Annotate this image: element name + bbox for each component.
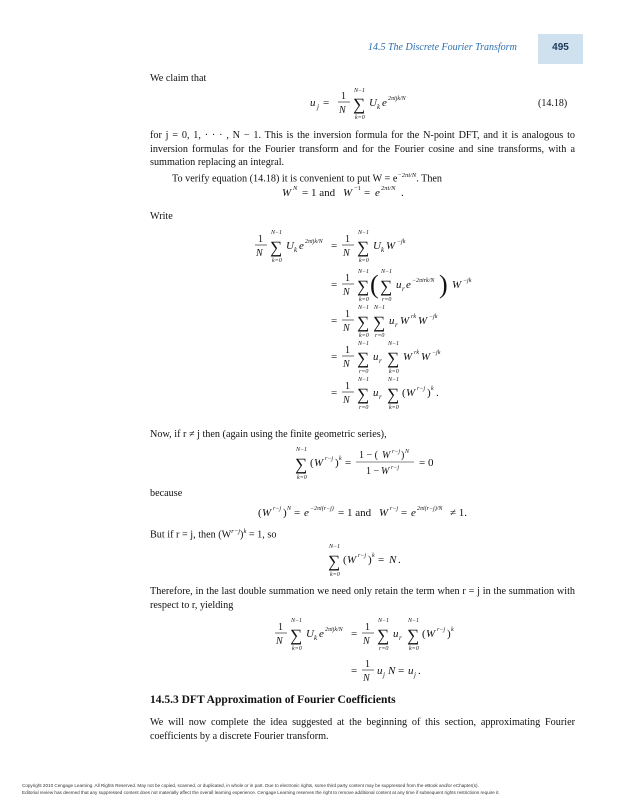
svg-text:W: W xyxy=(400,315,410,327)
svg-text:u: u xyxy=(396,279,402,291)
derivation-line-1 xyxy=(255,230,406,264)
copyright-footer-line-2: Editorial review has deemed that any suppressed content does not materially affect the overall learning experience. Cengage Learning reserves the right to remove additional content at any time if subsequent rights restrictions require it. xyxy=(22,790,500,795)
svg-text:r−j: r−j xyxy=(325,456,334,462)
running-header-title: 14.5 The Discrete Fourier Transform xyxy=(368,42,517,53)
svg-text:.: . xyxy=(398,554,401,566)
svg-text:=: = xyxy=(351,628,358,640)
svg-text:r=0: r=0 xyxy=(375,333,385,339)
svg-text:N: N xyxy=(389,554,397,566)
paragraph-because: because xyxy=(150,488,183,499)
svg-text:∑: ∑ xyxy=(373,313,386,332)
page-number: 495 xyxy=(552,42,569,53)
svg-text:r: r xyxy=(399,634,402,642)
svg-text:2πijk/N: 2πijk/N xyxy=(325,627,343,633)
svg-text:N: N xyxy=(343,287,350,298)
svg-text:u: u xyxy=(377,665,383,677)
svg-text:W: W xyxy=(382,450,391,461)
equation-derivation xyxy=(255,226,495,425)
svg-text:): ) xyxy=(335,457,339,469)
svg-text:−1: −1 xyxy=(354,185,361,192)
svg-text:1: 1 xyxy=(278,622,283,633)
svg-text:=: = xyxy=(351,665,358,677)
svg-text:−2πirk/N: −2πirk/N xyxy=(412,278,435,284)
svg-text:=: = xyxy=(331,240,338,252)
equation-number: (14.18) xyxy=(538,98,568,109)
svg-text:e: e xyxy=(319,628,324,640)
svg-text:r−j: r−j xyxy=(417,386,426,392)
svg-text:u: u xyxy=(389,315,395,327)
svg-text:∑: ∑ xyxy=(357,385,370,404)
svg-text:e: e xyxy=(304,507,309,519)
svg-text:N: N xyxy=(343,395,350,406)
svg-text:=: = xyxy=(294,507,301,519)
svg-text:k=0: k=0 xyxy=(389,405,399,411)
svg-text:k: k xyxy=(377,103,381,111)
svg-text:W: W xyxy=(406,387,416,399)
svg-text:k: k xyxy=(431,386,434,392)
svg-text:k: k xyxy=(294,246,298,254)
svg-text:): ) xyxy=(368,554,372,566)
svg-text:r=0: r=0 xyxy=(382,297,392,303)
svg-text:N−1: N−1 xyxy=(388,341,400,347)
paragraph-claim: We claim that xyxy=(150,73,207,84)
svg-text:N−1: N−1 xyxy=(291,618,303,624)
svg-text:u: u xyxy=(408,665,414,677)
svg-text:∑: ∑ xyxy=(328,552,341,571)
svg-text:u: u xyxy=(373,387,379,399)
svg-text:W: W xyxy=(314,457,324,469)
svg-text:∑: ∑ xyxy=(357,238,370,257)
svg-text:2πi/N: 2πi/N xyxy=(381,185,396,192)
paragraph-therefore: Therefore, in the last double summation we need only retain the term when r = j in the summation with respect to r, yielding xyxy=(150,586,575,611)
derivation-line-5 xyxy=(331,377,439,411)
svg-text:.: . xyxy=(418,665,421,677)
svg-text:k: k xyxy=(339,456,342,462)
svg-text:k: k xyxy=(381,246,385,254)
svg-text:r−j: r−j xyxy=(392,449,401,455)
svg-text:k=0: k=0 xyxy=(272,258,282,264)
svg-text:= 1 and: = 1 and xyxy=(302,187,336,199)
svg-text:U: U xyxy=(373,240,381,252)
svg-text:N−1: N−1 xyxy=(358,230,370,236)
svg-text:N−1: N−1 xyxy=(388,377,400,383)
svg-text:k=0: k=0 xyxy=(389,369,399,375)
svg-text:−jk: −jk xyxy=(429,314,438,320)
svg-text:W: W xyxy=(386,240,396,252)
paragraph-final: We will now complete the idea suggested at the beginning of this section, approximating Fourier coefficients by a discrete Fourier transform. xyxy=(150,717,575,742)
svg-text:.: . xyxy=(401,187,404,199)
svg-text:N−1: N−1 xyxy=(381,269,393,275)
paragraph-now: Now, if r ≠ j then (again using the finite geometric series), xyxy=(150,429,387,440)
svg-text:=: = xyxy=(331,279,338,291)
svg-text:): ) xyxy=(401,450,405,461)
svg-text:N−1: N−1 xyxy=(358,341,370,347)
derivation-line-2 xyxy=(331,269,472,303)
svg-text:N−1: N−1 xyxy=(378,618,390,624)
svg-text:k=0: k=0 xyxy=(330,572,340,578)
svg-text:=: = xyxy=(345,457,352,469)
svg-text:= 0: = 0 xyxy=(419,457,434,469)
but-if-end: = 1, so xyxy=(246,529,277,541)
svg-text:N: N xyxy=(287,506,292,512)
equation-geometric-series xyxy=(293,443,473,490)
svg-text:=: = xyxy=(401,507,408,519)
svg-text:): ) xyxy=(283,507,287,519)
paragraph-but-if: But if r = j, then $(W^{r-j})^k = 1$, so xyxy=(150,528,277,541)
svg-text:1: 1 xyxy=(345,381,350,392)
svg-text:1: 1 xyxy=(341,91,346,102)
running-header xyxy=(0,0,583,64)
svg-text:N−1: N−1 xyxy=(271,230,283,236)
svg-text:W: W xyxy=(282,187,292,199)
equation-sum-equals-n xyxy=(328,540,428,587)
svg-text:U: U xyxy=(369,97,377,109)
svg-text:= 1 and: = 1 and xyxy=(338,507,372,519)
svg-text:k: k xyxy=(372,553,375,559)
svg-text:W: W xyxy=(426,628,436,640)
svg-text:): ) xyxy=(439,270,448,299)
svg-text:2πijk/N: 2πijk/N xyxy=(388,96,406,102)
svg-text:e: e xyxy=(411,507,416,519)
svg-text:−jk: −jk xyxy=(432,350,441,356)
equation-w-identity xyxy=(282,182,442,209)
svg-text:W: W xyxy=(381,466,390,477)
svg-text:N−1: N−1 xyxy=(358,377,370,383)
equation-14-18 xyxy=(310,86,470,129)
verify-then: . Then xyxy=(416,173,443,185)
equation-because xyxy=(258,500,488,527)
svg-text:u: u xyxy=(310,97,316,109)
paragraph-write: Write xyxy=(150,211,173,222)
svg-text:=: = xyxy=(331,315,338,327)
svg-text:k=0: k=0 xyxy=(359,333,369,339)
equation-final xyxy=(275,614,475,693)
svg-text:1: 1 xyxy=(365,659,370,670)
svg-text:N−1: N−1 xyxy=(358,269,370,275)
svg-text:(: ( xyxy=(343,554,347,566)
svg-text:k=0: k=0 xyxy=(409,646,419,652)
svg-text:W: W xyxy=(421,351,431,363)
svg-text:∑: ∑ xyxy=(407,626,420,645)
svg-text:∑: ∑ xyxy=(377,626,390,645)
svg-text:W: W xyxy=(343,187,353,199)
svg-text:N: N xyxy=(343,248,350,259)
svg-text:U: U xyxy=(286,240,294,252)
svg-text:N: N xyxy=(293,185,298,192)
svg-text:N: N xyxy=(388,665,396,677)
svg-text:∑: ∑ xyxy=(357,349,370,368)
svg-text:∑: ∑ xyxy=(357,313,370,332)
svg-text:=: = xyxy=(331,387,338,399)
svg-text:j: j xyxy=(414,671,416,679)
svg-text:W: W xyxy=(418,315,428,327)
svg-text:e: e xyxy=(382,97,387,109)
svg-text:e: e xyxy=(406,279,411,291)
svg-text:(: ( xyxy=(422,628,426,640)
svg-text:(: ( xyxy=(310,457,314,469)
derivation-line-3 xyxy=(331,305,438,339)
svg-text:u: u xyxy=(373,351,379,363)
svg-text:j: j xyxy=(317,103,319,111)
svg-text:N−1: N−1 xyxy=(408,618,420,624)
svg-text:=: = xyxy=(398,665,405,677)
svg-text:N: N xyxy=(343,323,350,334)
svg-text:W: W xyxy=(403,351,413,363)
svg-text:e: e xyxy=(299,240,304,252)
svg-text:k: k xyxy=(451,627,454,633)
svg-text:k=0: k=0 xyxy=(359,297,369,303)
svg-text:∑: ∑ xyxy=(380,277,393,296)
svg-text:−2πi(r−j): −2πi(r−j) xyxy=(310,506,334,512)
svg-text:2πi(r−j)/N: 2πi(r−j)/N xyxy=(417,506,443,512)
svg-text:∑: ∑ xyxy=(290,626,303,645)
svg-text:rk: rk xyxy=(414,350,419,356)
svg-text:W: W xyxy=(262,507,272,519)
section-heading: 14.5.3 DFT Approximation of Fourier Coefficients xyxy=(150,694,396,706)
svg-text:W: W xyxy=(347,554,357,566)
svg-text:k=0: k=0 xyxy=(359,258,369,264)
svg-text:k=0: k=0 xyxy=(355,115,365,121)
svg-text:N: N xyxy=(405,449,410,455)
svg-text:1: 1 xyxy=(345,273,350,284)
svg-text:r−j: r−j xyxy=(273,506,282,512)
svg-text:e: e xyxy=(375,187,380,199)
derivation-line-4 xyxy=(331,341,441,375)
svg-text:=: = xyxy=(364,187,371,199)
svg-text:1: 1 xyxy=(345,309,350,320)
svg-text:1: 1 xyxy=(258,234,263,245)
svg-text:∑: ∑ xyxy=(357,277,370,296)
svg-text:N: N xyxy=(276,636,283,647)
svg-text:N: N xyxy=(363,636,370,647)
page-number-box xyxy=(538,34,583,64)
svg-text:r: r xyxy=(379,393,382,401)
svg-text:U: U xyxy=(306,628,314,640)
svg-text:r: r xyxy=(395,321,398,329)
svg-text:.: . xyxy=(436,387,439,399)
svg-text:r−j: r−j xyxy=(437,627,446,633)
svg-text:W: W xyxy=(379,507,389,519)
svg-text:N: N xyxy=(339,105,346,116)
paragraph-verify: To verify equation (14.18) it is convenient to put $W = e^{-2\pi i/N}$. Then xyxy=(172,172,443,185)
svg-text:r−j: r−j xyxy=(391,465,400,471)
svg-text:1 −: 1 − xyxy=(366,466,380,477)
svg-text:(: ( xyxy=(402,387,406,399)
svg-text:N−1: N−1 xyxy=(374,305,386,311)
svg-text:=: = xyxy=(323,97,330,109)
verify-text: To verify equation (14.18) it is convenient to put W = e xyxy=(172,173,398,185)
copyright-footer-line-1: Copyright 2010 Cengage Learning. All Rights Reserved. May not be copied, scanned, or duplicated, in whole or in part. Due to electronic rights, some third party content may be suppressed from the eBook and/or eChapter(s). xyxy=(22,783,479,788)
svg-text:): ) xyxy=(427,387,431,399)
svg-text:r=0: r=0 xyxy=(359,405,369,411)
svg-text:∑: ∑ xyxy=(353,95,366,114)
svg-text:r−j: r−j xyxy=(358,553,367,559)
svg-text:j: j xyxy=(383,671,385,679)
svg-text:r=0: r=0 xyxy=(359,369,369,375)
svg-text:N−1: N−1 xyxy=(358,305,370,311)
svg-text:≠ 1.: ≠ 1. xyxy=(450,507,468,519)
svg-text:∑: ∑ xyxy=(295,455,308,474)
paragraph-inversion: for j = 0, 1, · · · , N − 1. This is the inversion formula for the N-point DFT, and it is analogous to inversion formulas for the Fourier transform and for the Fourier cosine and sine transforms, with a summation replacing an integral. xyxy=(150,130,575,168)
svg-text:(: ( xyxy=(370,270,379,299)
svg-text:−jk: −jk xyxy=(397,239,406,245)
svg-text:k=0: k=0 xyxy=(297,475,307,481)
svg-text:): ) xyxy=(447,628,451,640)
svg-text:k=0: k=0 xyxy=(292,646,302,652)
svg-text:N: N xyxy=(363,673,370,684)
svg-text:2πijk/N: 2πijk/N xyxy=(305,239,323,245)
svg-text:W: W xyxy=(452,279,462,291)
svg-text:1 − (: 1 − ( xyxy=(359,450,378,461)
svg-text:∑: ∑ xyxy=(387,385,400,404)
svg-text:1: 1 xyxy=(365,622,370,633)
svg-text:=: = xyxy=(378,554,385,566)
but-if-text: But if r = j, then (W xyxy=(150,529,232,541)
svg-text:N: N xyxy=(343,359,350,370)
svg-text:−jk: −jk xyxy=(463,278,472,284)
svg-text:N−1: N−1 xyxy=(329,544,341,550)
svg-text:u: u xyxy=(393,628,399,640)
svg-text:r−j: r−j xyxy=(390,506,399,512)
svg-text:∑: ∑ xyxy=(387,349,400,368)
svg-text:N−1: N−1 xyxy=(354,88,366,94)
svg-text:r=0: r=0 xyxy=(379,646,389,652)
svg-text:r: r xyxy=(402,285,405,293)
svg-text:(: ( xyxy=(258,507,262,519)
svg-text:N: N xyxy=(256,248,263,259)
svg-text:∑: ∑ xyxy=(270,238,283,257)
svg-text:=: = xyxy=(331,351,338,363)
svg-text:k: k xyxy=(314,634,318,642)
svg-text:r: r xyxy=(379,357,382,365)
svg-text:N−1: N−1 xyxy=(296,447,308,453)
svg-text:1: 1 xyxy=(345,234,350,245)
svg-text:rk: rk xyxy=(411,314,416,320)
svg-text:1: 1 xyxy=(345,345,350,356)
